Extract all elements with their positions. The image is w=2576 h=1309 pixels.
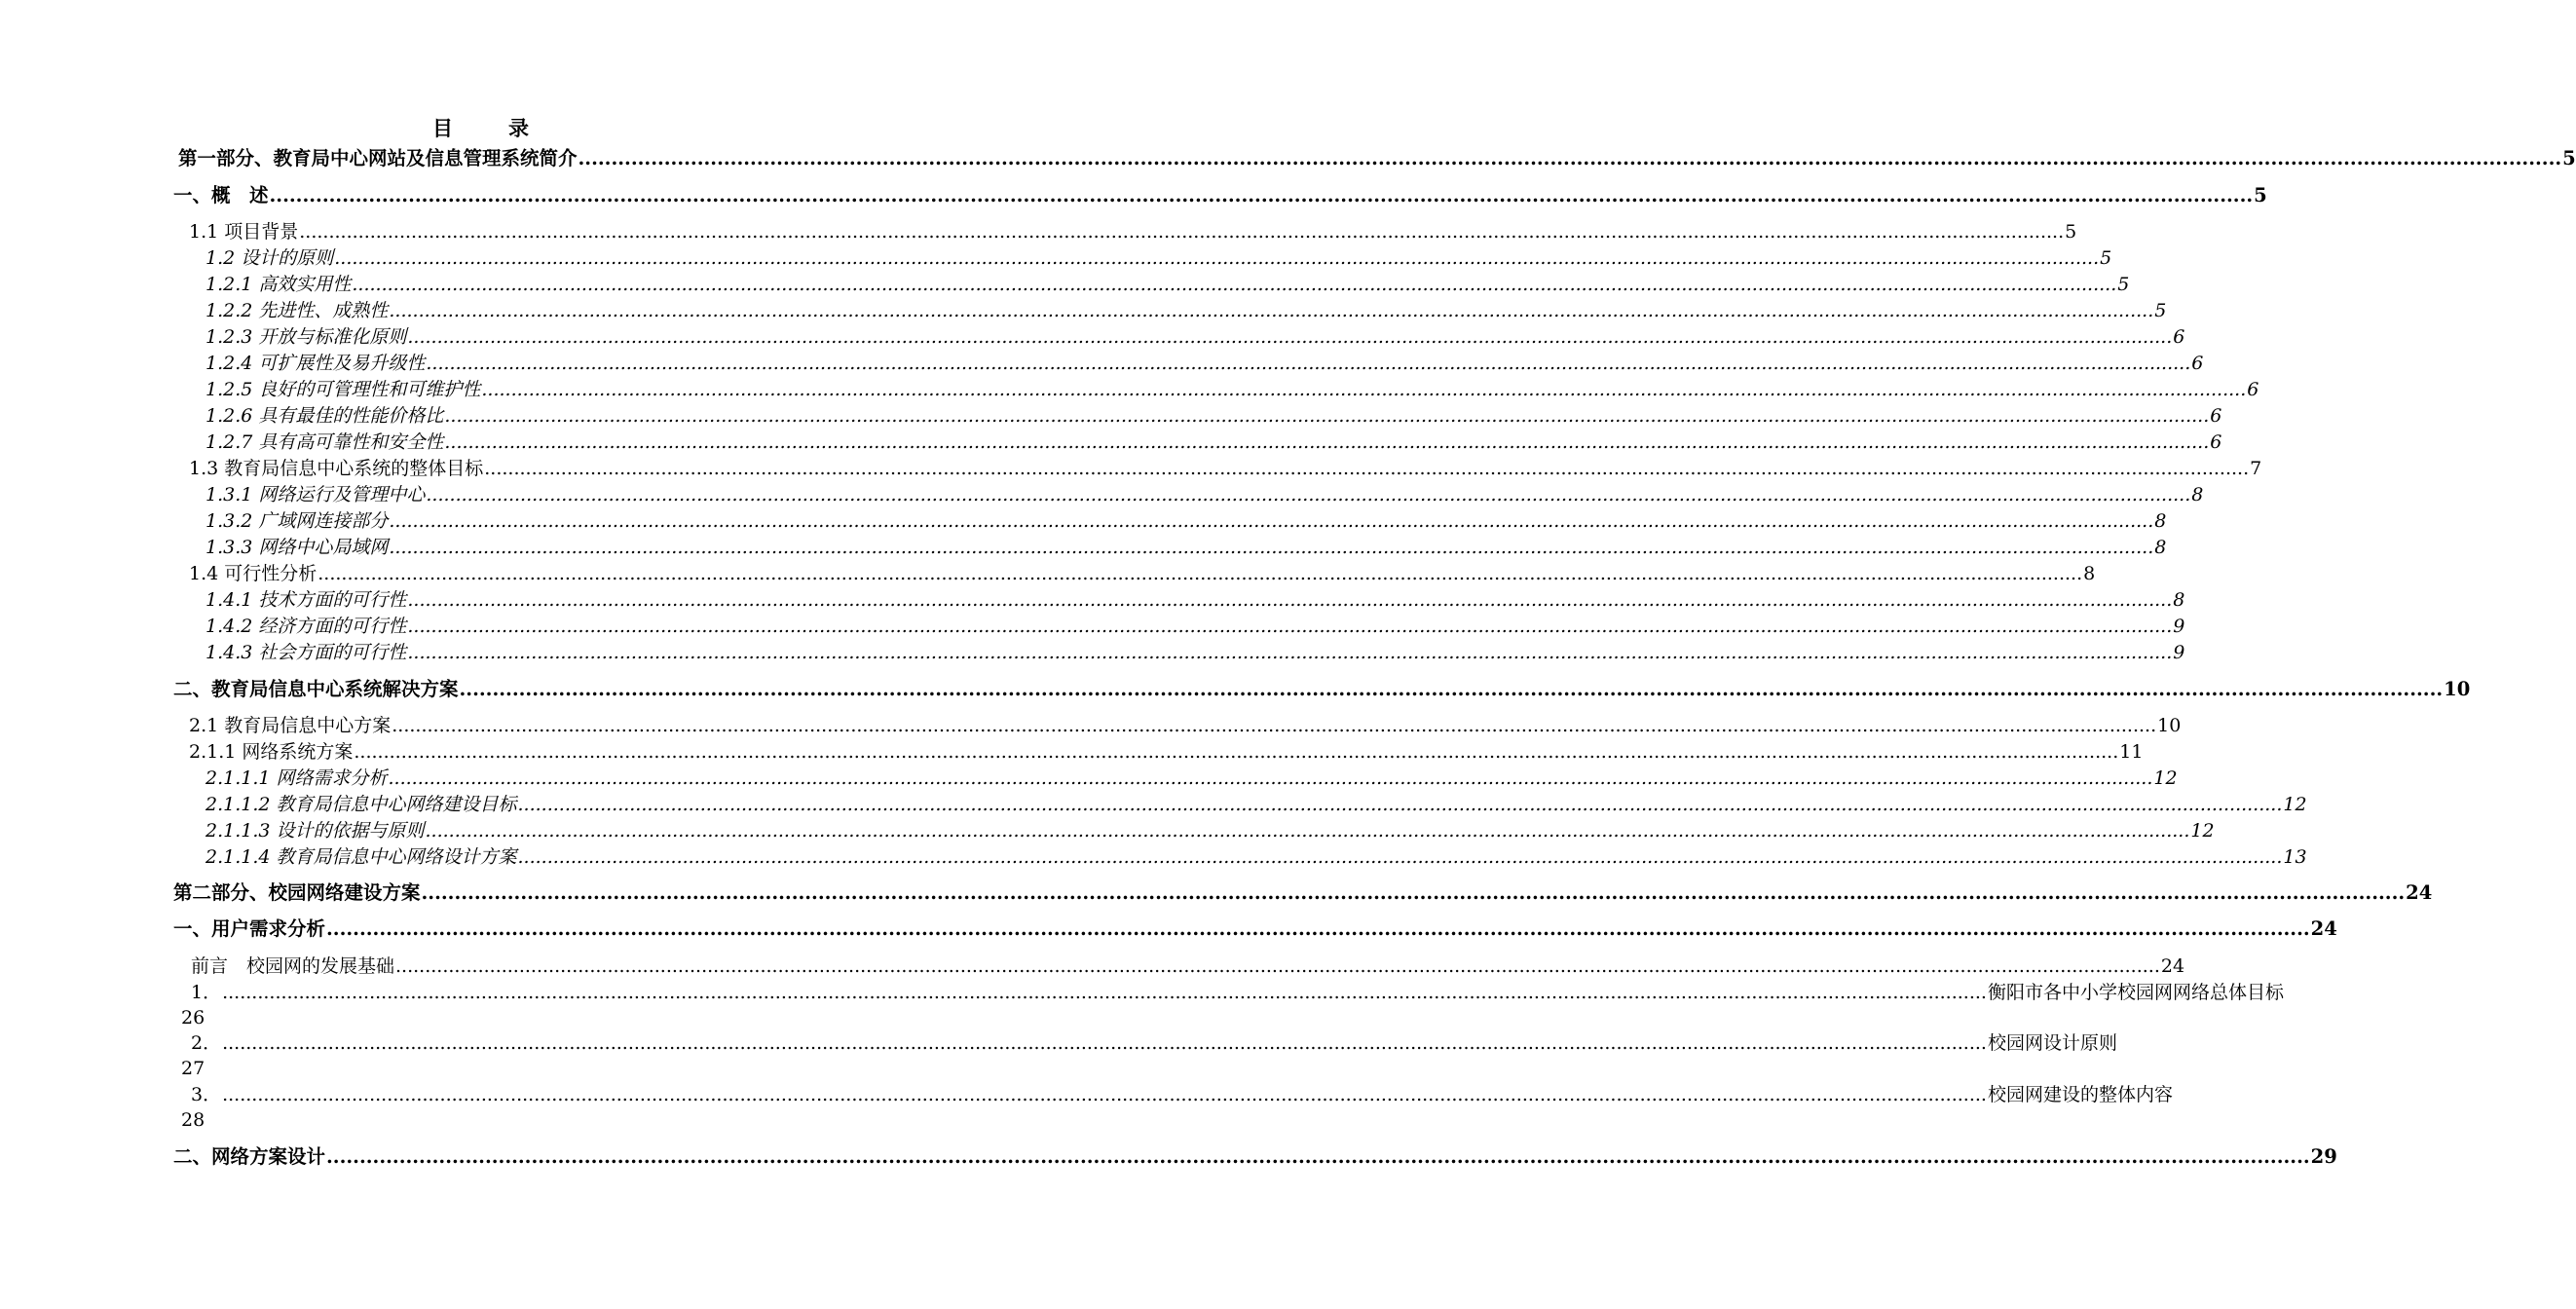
toc-entry-text: 2.1.1.1 网络需求分析 (205, 767, 388, 789)
toc-entry-part-one[interactable] (0, 146, 2576, 171)
toc-entry-page: 10 (2157, 715, 2182, 736)
toc-entry-page: 10 (2444, 678, 2471, 700)
toc-entry-text: 校园网建设的整体内容 (1987, 1084, 2173, 1105)
toc-entry-page: 8 (2154, 510, 2167, 532)
leader-dots: ............................................................................................................................................................................................................................................................................................................ (326, 1145, 2310, 1168)
leader-dots: ............................................................................................................................................................................................................................................................................................................ (484, 458, 2250, 479)
toc-entry-text: 第二部分、校园网络建设方案 (173, 881, 421, 904)
leader-dots: ............................................................................................................................................................................................................................................................................................................ (317, 563, 2083, 584)
toc-entry-page: 5 (2562, 147, 2576, 169)
toc-entry-page: 6 (2191, 353, 2204, 374)
toc-entry-2-1-1-4[interactable] (0, 844, 2307, 870)
leader-dots: ............................................................................................................................................................................................................................................................................................................ (354, 741, 2119, 763)
toc-entry-preface[interactable] (0, 954, 2185, 979)
toc-entry-2-1[interactable] (0, 713, 2182, 738)
toc-entry-text: 2.1 教育局信息中心方案 (189, 715, 392, 736)
leader-dots: ............................................................................................................................................................................................................................................................................................................ (426, 353, 2191, 374)
toc-entry-page: 11 (2119, 741, 2144, 763)
toc-entry-page: 8 (2083, 563, 2096, 584)
toc-entry-text: 1.1 项目背景 (189, 221, 299, 243)
leader-dots: ............................................................................................................................................................................................................................................................................................................ (444, 431, 2210, 453)
leader-dots: ............................................................................................................................................................................................................................................................................................................ (481, 379, 2247, 400)
leader-dots: ............................................................................................................................................................................................................................................................................................................ (334, 247, 2100, 269)
toc-entry-1-3-3[interactable] (0, 535, 2167, 560)
toc-entry-page: 8 (2191, 484, 2204, 505)
leader-dots: ............................................................................................................................................................................................................................................................................................................ (578, 147, 2562, 169)
toc-entry-text: 2.1.1.2 教育局信息中心网络建设目标 (205, 794, 517, 815)
toc-entry-page: 5 (2154, 300, 2167, 321)
toc-entry-page: 6 (2247, 379, 2259, 400)
toc-entry-1-2[interactable] (0, 245, 2112, 271)
toc-entry-page: 5 (2254, 184, 2267, 206)
toc-entry-1-4-1[interactable] (0, 587, 2185, 613)
toc-entry-page: 24 (2160, 955, 2185, 977)
toc-entry-text: 1.3 教育局信息中心系统的整体目标 (189, 458, 484, 479)
toc-entry-page: 6 (2210, 405, 2222, 427)
leader-dots: ............................................................................................................................................................................................................................................................................................................ (388, 767, 2153, 789)
toc-entry-text: 2.1.1.4 教育局信息中心网络设计方案 (205, 846, 517, 868)
leader-dots: ............................................................................................................................................................................................................................................................................................................ (407, 642, 2173, 663)
leader-dots: ............................................................................................................................................................................................................................................................................................................ (392, 715, 2157, 736)
leader-dots: ............................................................................................................................................................................................................................................................................................................ (421, 881, 2406, 904)
toc-entry-text: 1.2.3 开放与标准化原则 (205, 326, 407, 348)
toc-entry-2-1-1-3[interactable] (0, 818, 2215, 843)
toc-entry-text: 1.2.4 可扩展性及易升级性 (205, 353, 426, 374)
leader-dots: ............................................................................................................................................................................................................................................................................................................ (222, 1084, 1987, 1105)
toc-entry-text: 1.3.3 网络中心局域网 (205, 537, 389, 558)
toc-entry-2-1-1[interactable] (0, 739, 2144, 765)
toc-entry-page: 8 (2154, 537, 2167, 558)
leader-dots: ............................................................................................................................................................................................................................................................................................................ (395, 955, 2160, 977)
toc-entry-1-4-3[interactable] (0, 640, 2185, 665)
toc-entry-page: 24 (2310, 917, 2337, 940)
toc-entry-text: 二、教育局信息中心系统解决方案 (173, 678, 459, 700)
toc-entry-page: 5 (2065, 221, 2077, 243)
leader-dots: ............................................................................................................................................................................................................................................................................................................ (389, 537, 2154, 558)
toc-entry-page: 12 (2190, 820, 2215, 842)
toc-entry-page: 5 (2100, 247, 2112, 269)
toc-entry-page: 27 (181, 1058, 205, 1079)
toc-entry-1-3-1[interactable] (0, 482, 2204, 507)
toc-entry-page: 26 (181, 1007, 205, 1028)
toc-entry-1-2-3[interactable] (0, 324, 2185, 350)
toc-entry-numbered-2[interactable] (0, 1030, 2117, 1056)
toc-entry-text: 2.1.1.3 设计的依据与原则 (205, 820, 425, 842)
toc-entry-1-1[interactable] (0, 219, 2077, 244)
toc-entry-page: 8 (2173, 589, 2185, 611)
toc-entry-1-4[interactable] (0, 561, 2096, 586)
leader-dots: ............................................................................................................................................................................................................................................................................................................ (517, 846, 2283, 868)
toc-title: 目 录 (432, 116, 546, 140)
toc-entry-network-design[interactable] (0, 1144, 2337, 1170)
toc-entry-marker: 1． (191, 982, 222, 1003)
leader-dots: ............................................................................................................................................................................................................................................................................................................ (389, 510, 2154, 532)
toc-entry-text: 1.3.2 广域网连接部分 (205, 510, 389, 532)
toc-entry-text: 衡阳市各中小学校园网网络总体目标 (1987, 982, 2284, 1003)
toc-entry-1-4-2[interactable] (0, 614, 2185, 639)
toc-entry-marker: 3． (191, 1084, 222, 1105)
toc-entry-2-1-1-2[interactable] (0, 792, 2307, 817)
leader-dots: ............................................................................................................................................................................................................................................................................................................ (425, 820, 2190, 842)
toc-entry-text: 1.4.3 社会方面的可行性 (205, 642, 407, 663)
toc-entry-page: 24 (2406, 881, 2433, 904)
leader-dots: ............................................................................................................................................................................................................................................................................................................ (407, 616, 2173, 637)
leader-dots: ............................................................................................................................................................................................................................................................................................................ (222, 982, 1987, 1003)
toc-entry-text: 1.4 可行性分析 (189, 563, 317, 584)
leader-dots: ............................................................................................................................................................................................................................................................................................................ (389, 300, 2154, 321)
toc-entry-numbered-1[interactable] (0, 980, 2284, 1005)
toc-entry-1-2-4[interactable] (0, 351, 2204, 376)
toc-entry-page: 28 (181, 1109, 205, 1131)
toc-entry-text: 1.3.1 网络运行及管理中心 (205, 484, 426, 505)
leader-dots: ............................................................................................................................................................................................................................................................................................................ (407, 326, 2173, 348)
toc-entry-1-3-2[interactable] (0, 508, 2167, 534)
toc-entry-text: 第一部分、教育局中心网站及信息管理系统简介 (178, 147, 578, 169)
toc-entry-page: 7 (2250, 458, 2262, 479)
toc-entry-1-2-5[interactable] (0, 377, 2259, 402)
toc-entry-text: 1.4.1 技术方面的可行性 (205, 589, 407, 611)
toc-entry-1-2-6[interactable] (0, 403, 2222, 429)
toc-entry-text: 1.2.7 具有高可靠性和安全性 (205, 431, 444, 453)
toc-entry-text: 1.2 设计的原则 (205, 247, 334, 269)
leader-dots: ............................................................................................................................................................................................................................................................................................................ (326, 917, 2310, 940)
toc-entry-text: 二、网络方案设计 (173, 1145, 326, 1168)
toc-entry-section-two[interactable] (0, 677, 2471, 702)
toc-entry-text: 1.2.1 高效实用性 (205, 274, 352, 295)
toc-entry-page: 6 (2210, 431, 2222, 453)
toc-entry-text: 2.1.1 网络系统方案 (189, 741, 354, 763)
toc-entry-1-2-7[interactable] (0, 430, 2222, 455)
toc-entry-text: 一、概 述 (173, 184, 269, 206)
leader-dots: ............................................................................................................................................................................................................................................................................................................ (459, 678, 2444, 700)
toc-entry-text: 1.4.2 经济方面的可行性 (205, 616, 407, 637)
toc-entry-marker: 2． (191, 1032, 222, 1054)
toc-entry-1-3[interactable] (0, 456, 2262, 481)
leader-dots: ............................................................................................................................................................................................................................................................................................................ (299, 221, 2065, 243)
toc-entry-page: 13 (2283, 846, 2307, 868)
toc-entry-text: 1.2.2 先进性、成熟性 (205, 300, 389, 321)
toc-entry-text: 前言 校园网的发展基础 (191, 955, 395, 977)
leader-dots: ............................................................................................................................................................................................................................................................................................................ (426, 484, 2191, 505)
toc-entry-1-2-2[interactable] (0, 298, 2167, 323)
toc-entry-text: 1.2.5 良好的可管理性和可维护性 (205, 379, 481, 400)
leader-dots: ............................................................................................................................................................................................................................................................................................................ (517, 794, 2283, 815)
toc-entry-2-1-1-1[interactable] (0, 766, 2178, 791)
toc-entry-text: 校园网设计原则 (1987, 1032, 2117, 1054)
toc-entry-page: 5 (2117, 274, 2130, 295)
leader-dots: ............................................................................................................................................................................................................................................................................................................ (444, 405, 2210, 427)
toc-entry-page: 6 (2173, 326, 2185, 348)
toc-entry-page: 29 (2310, 1145, 2337, 1168)
toc-entry-1-2-1[interactable] (0, 272, 2130, 297)
toc-entry-page: 12 (2283, 794, 2307, 815)
toc-entry-page: 9 (2173, 642, 2185, 663)
leader-dots: ............................................................................................................................................................................................................................................................................................................ (407, 589, 2173, 611)
toc-entry-page: 9 (2173, 616, 2185, 637)
toc-entry-user-needs[interactable] (0, 916, 2337, 942)
toc-entry-part-two[interactable] (0, 880, 2433, 906)
toc-entry-text: 一、用户需求分析 (173, 917, 326, 940)
toc-entry-numbered-3[interactable] (0, 1082, 2173, 1107)
leader-dots: ............................................................................................................................................................................................................................................................................................................ (222, 1032, 1987, 1054)
toc-entry-overview[interactable] (0, 183, 2267, 208)
leader-dots: ............................................................................................................................................................................................................................................................................................................ (352, 274, 2117, 295)
toc-entry-page: 12 (2153, 767, 2178, 789)
leader-dots: ............................................................................................................................................................................................................................................................................................................ (269, 184, 2254, 206)
toc-entry-text: 1.2.6 具有最佳的性能价格比 (205, 405, 444, 427)
